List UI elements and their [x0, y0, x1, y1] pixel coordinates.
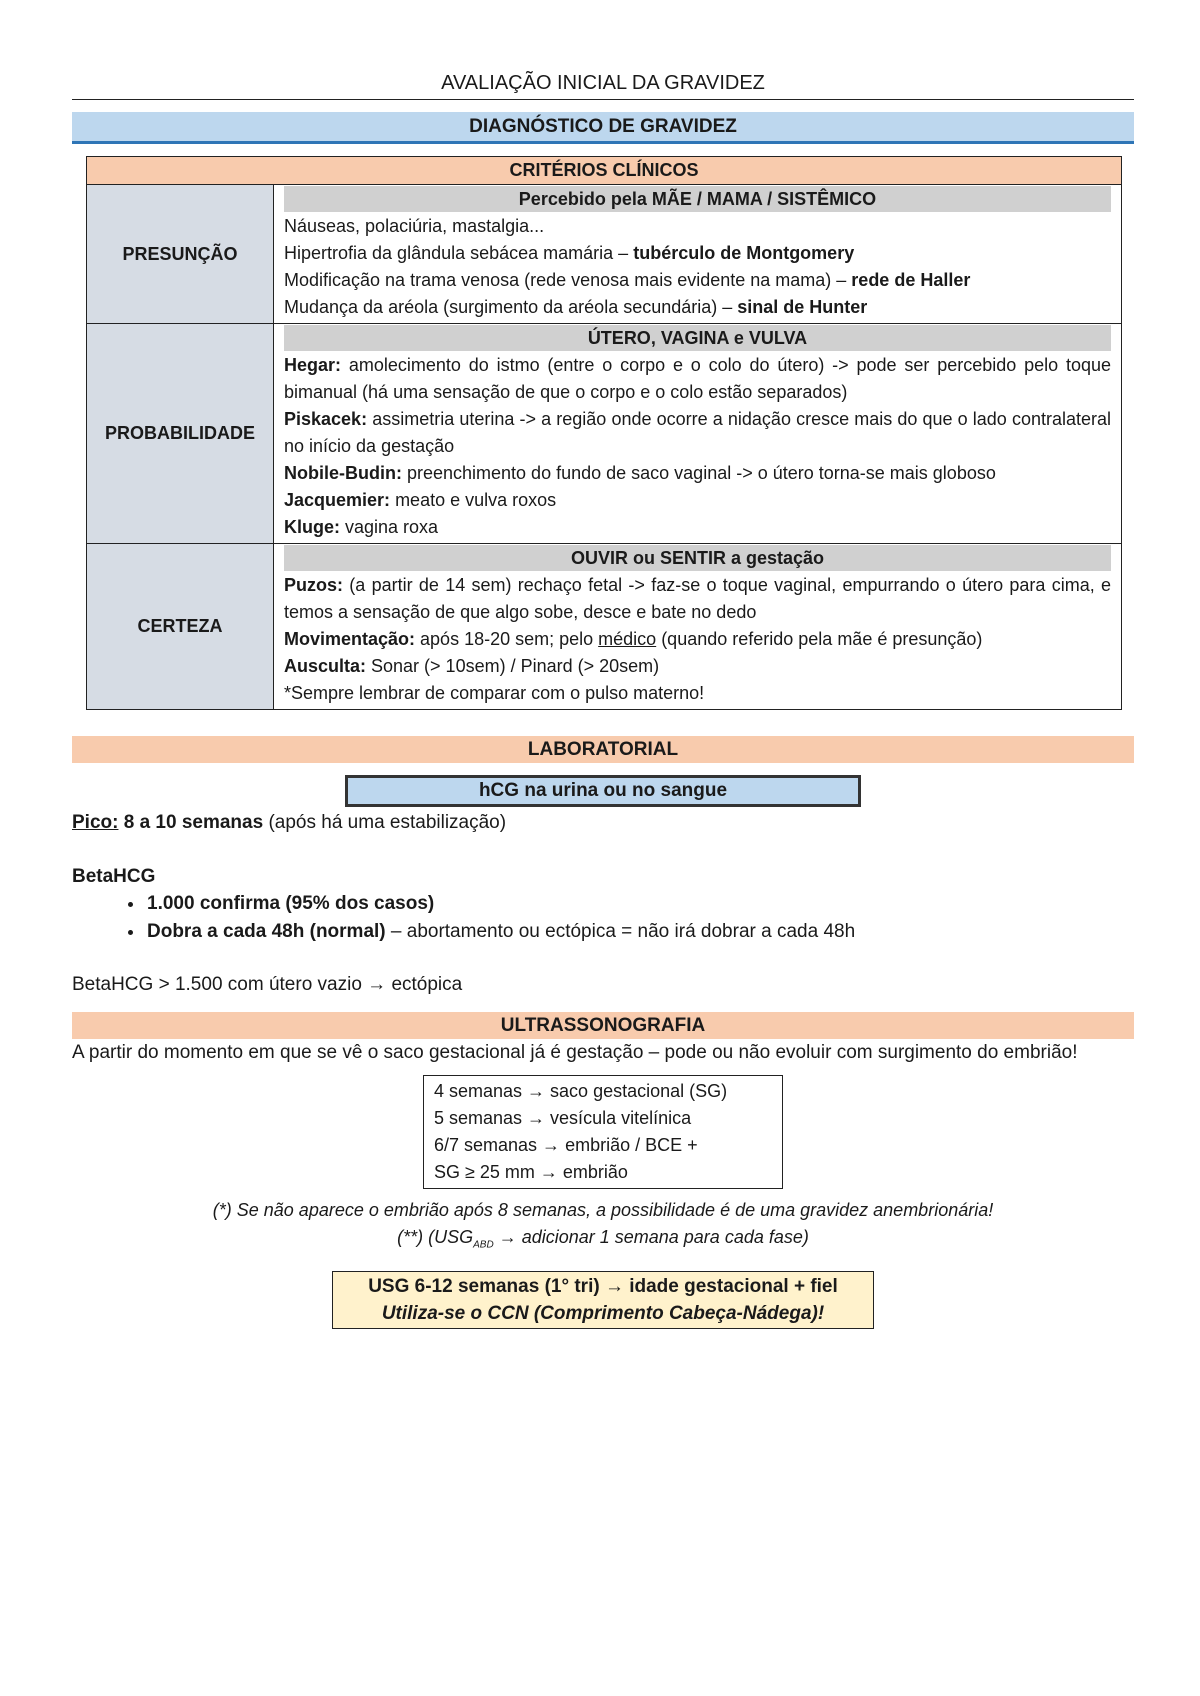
probabilidade-cell	[274, 324, 1122, 544]
betahcg-list	[72, 890, 1134, 946]
section-header-ultrassonografia: ULTRASSONOGRAFIA	[72, 1012, 1134, 1039]
presuncao-subhead: Percebido pela MÃE / MAMA / SISTÊMICO	[284, 186, 1111, 212]
usg-intro: A partir do momento em que se vê o saco gestacional já é gestação – pode ou não evoluir com surgimento do embrião!	[72, 1042, 1078, 1063]
usg-note-1: (*) Se não aparece o embrião após 8 semanas, a possibilidade é de uma gravidez anembrionária!	[212, 1200, 994, 1220]
sign-piskacek: Piskacek: assimetria uterina -> a região onde ocorre a nidação cresce mais do que o lado contralateral no início da gestação	[284, 409, 1111, 456]
usg-timeline-line: SG ≥ 25 mm → embrião	[434, 1162, 628, 1182]
sign-jacquemier: Jacquemier: meato e vulva roxos	[284, 490, 557, 510]
list-item: • 1.000 confirma (95% dos casos)	[145, 890, 1134, 918]
sign-nobile-budin: Nobile-Budin: preenchimento do fundo de saco vaginal -> o útero torna-se mais globoso	[284, 463, 996, 483]
certeza-note: *Sempre lembrar de comparar com o pulso materno!	[284, 683, 705, 703]
category-probabilidade: PROBABILIDADE	[87, 324, 274, 544]
list-item: • Dobra a cada 48h (normal) – abortamento ou ectópica = não irá dobrar a cada 48h	[145, 918, 1134, 946]
sign-puzos: Puzos: (a partir de 14 sem) rechaço fetal -> faz-se o toque vaginal, empurrando o útero para cima, e temos a sensação de que algo sobe, desce e bate no dedo	[284, 575, 1111, 622]
presuncao-line-2: Hipertrofia da glândula sebácea mamária – tubérculo de Montgomery	[284, 243, 855, 263]
usg-timeline-line: 4 semanas → saco gestacional (SG)	[434, 1081, 728, 1101]
usg-note-2: (**) ($USG_{ABD}$ → adicionar 1 semana para cada fase)	[397, 1227, 809, 1251]
category-presuncao: PRESUNÇÃO	[87, 185, 274, 324]
hcg-box: hCG na urina ou no sangue	[345, 775, 861, 807]
sign-movimentacao: Movimentação: após 18-20 sem; pelo médico (quando referido pela mãe é presunção)	[284, 629, 983, 649]
sign-hegar: Hegar: amolecimento do istmo (entre o corpo e o colo do útero) -> pode ser percebido pelo toque bimanual (há uma sensação de que o corpo e o colo estão separados)	[284, 355, 1111, 402]
betahcg-title: BetaHCG	[72, 866, 156, 887]
section-header-laboratorial: LABORATORIAL	[72, 736, 1134, 763]
document-page	[72, 0, 1134, 1329]
certeza-cell	[274, 544, 1122, 710]
criterios-table	[86, 156, 1122, 710]
presuncao-cell	[274, 185, 1122, 324]
criterios-header: CRITÉRIOS CLÍNICOS	[87, 157, 1122, 185]
presuncao-line-3: Modificação na trama venosa (rede venosa mais evidente na mama) – rede de Haller	[284, 270, 971, 290]
presuncao-line-4: Mudança da aréola (surgimento da aréola secundária) – sinal de Hunter	[284, 297, 868, 317]
betahcg-ectopica-line: BetaHCG > 1.500 com útero vazio → ectópica	[72, 974, 463, 995]
category-certeza: CERTEZA	[87, 544, 274, 710]
usg-timeline-line: 6/7 semanas → embrião / BCE +	[434, 1135, 698, 1155]
probabilidade-subhead: ÚTERO, VAGINA e VULVA	[284, 325, 1111, 351]
certeza-subhead: OUVIR ou SENTIR a gestação	[284, 545, 1111, 571]
presuncao-line-1: Náuseas, polaciúria, mastalgia...	[284, 216, 545, 236]
usg-timeline-line: 5 semanas → vesícula vitelínica	[434, 1108, 692, 1128]
section-header-diagnostico: DIAGNÓSTICO DE GRAVIDEZ	[72, 112, 1134, 144]
sign-kluge: Kluge: vagina roxa	[284, 517, 439, 537]
sign-ausculta: Ausculta: Sonar (> 10sem) / Pinard (> 20sem)	[284, 656, 660, 676]
usg-highlight-line-2: Utiliza-se o CCN (Comprimento Cabeça-Nádega)!	[381, 1302, 825, 1324]
page-title: AVALIAÇÃO INICIAL DA GRAVIDEZ	[72, 72, 1134, 100]
usg-highlight-line-1: USG 6-12 semanas (1° tri) → idade gestacional + fiel	[368, 1275, 838, 1297]
usg-timeline-box	[423, 1075, 783, 1189]
pico-line: Pico: 8 a 10 semanas (após há uma estabilização)	[72, 812, 507, 833]
usg-highlight-box	[332, 1271, 874, 1329]
